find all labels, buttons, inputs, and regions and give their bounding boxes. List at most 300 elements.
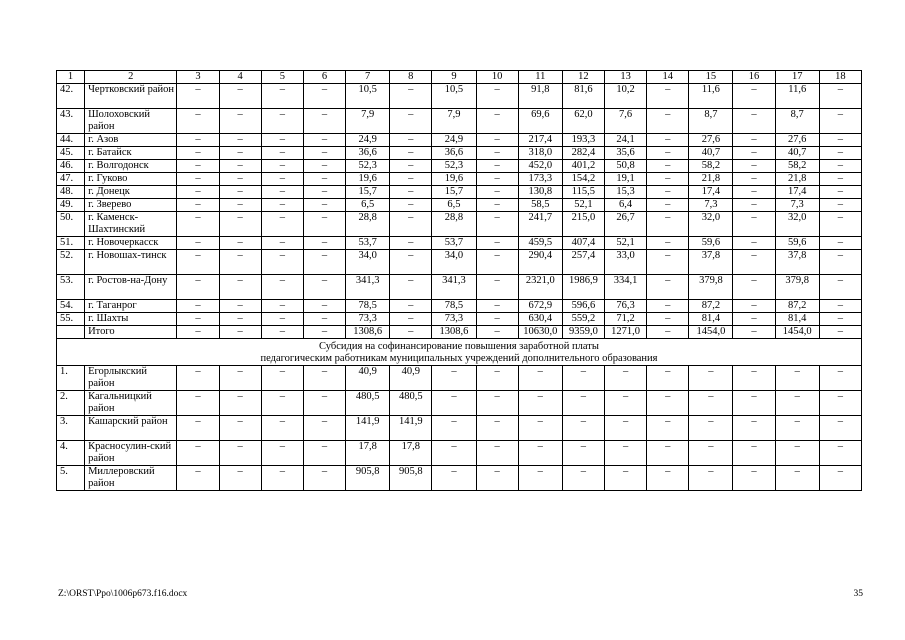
data-cell: – bbox=[177, 300, 219, 313]
data-cell: – bbox=[390, 186, 432, 199]
table-row bbox=[57, 147, 862, 160]
data-cell: – bbox=[819, 160, 861, 173]
data-cell: 34,0 bbox=[346, 250, 390, 275]
data-cell: – bbox=[261, 466, 303, 491]
column-number: 15 bbox=[689, 71, 733, 84]
budget-table bbox=[56, 70, 862, 491]
data-cell: – bbox=[647, 186, 689, 199]
data-cell: – bbox=[219, 391, 261, 416]
data-cell: 672,9 bbox=[518, 300, 562, 313]
data-cell: – bbox=[303, 250, 345, 275]
data-cell: – bbox=[177, 391, 219, 416]
data-cell: – bbox=[647, 147, 689, 160]
data-cell: – bbox=[605, 466, 647, 491]
data-cell: 11,6 bbox=[689, 84, 733, 109]
data-cell: 59,6 bbox=[689, 237, 733, 250]
table-row bbox=[57, 84, 862, 109]
data-cell: – bbox=[177, 147, 219, 160]
data-cell: – bbox=[219, 441, 261, 466]
data-cell: 27,6 bbox=[775, 134, 819, 147]
data-cell: – bbox=[819, 300, 861, 313]
territory-name: г. Волгодонск bbox=[85, 160, 177, 173]
territory-name: Миллеровский район bbox=[85, 466, 177, 491]
column-number: 12 bbox=[562, 71, 604, 84]
data-cell: – bbox=[261, 326, 303, 339]
data-cell: – bbox=[476, 134, 518, 147]
data-cell: 24,1 bbox=[605, 134, 647, 147]
data-cell: 1271,0 bbox=[605, 326, 647, 339]
data-cell: – bbox=[219, 186, 261, 199]
data-cell: – bbox=[261, 199, 303, 212]
data-cell: 452,0 bbox=[518, 160, 562, 173]
data-cell: 401,2 bbox=[562, 160, 604, 173]
row-number: 53. bbox=[57, 275, 85, 300]
data-cell: – bbox=[819, 275, 861, 300]
territory-name: г. Каменск-Шахтинский bbox=[85, 212, 177, 237]
data-cell: – bbox=[819, 134, 861, 147]
footer-file-path: Z:\ORST\Ppo\1006p673.f16.docx bbox=[58, 589, 188, 599]
data-cell: 6,4 bbox=[605, 199, 647, 212]
data-cell: 6,5 bbox=[432, 199, 476, 212]
table-row bbox=[57, 391, 862, 416]
data-cell: 341,3 bbox=[432, 275, 476, 300]
data-cell: – bbox=[476, 199, 518, 212]
data-cell: – bbox=[647, 326, 689, 339]
data-cell: – bbox=[647, 300, 689, 313]
data-cell: 1454,0 bbox=[775, 326, 819, 339]
data-cell: 407,4 bbox=[562, 237, 604, 250]
data-cell: – bbox=[819, 250, 861, 275]
data-cell: – bbox=[432, 441, 476, 466]
data-cell: 81,6 bbox=[562, 84, 604, 109]
table-row bbox=[57, 441, 862, 466]
data-cell: 59,6 bbox=[775, 237, 819, 250]
data-cell: – bbox=[303, 173, 345, 186]
table-row bbox=[57, 250, 862, 275]
data-cell: 8,7 bbox=[775, 109, 819, 134]
data-cell: – bbox=[177, 160, 219, 173]
data-cell: – bbox=[177, 275, 219, 300]
data-cell: 40,9 bbox=[390, 366, 432, 391]
data-cell: – bbox=[390, 160, 432, 173]
data-cell: 37,8 bbox=[689, 250, 733, 275]
data-cell: – bbox=[219, 326, 261, 339]
data-cell: – bbox=[562, 366, 604, 391]
data-cell: 32,0 bbox=[775, 212, 819, 237]
data-cell: – bbox=[775, 366, 819, 391]
data-cell: – bbox=[733, 134, 775, 147]
data-cell: 28,8 bbox=[432, 212, 476, 237]
data-cell: – bbox=[647, 237, 689, 250]
data-cell: 596,6 bbox=[562, 300, 604, 313]
data-cell: – bbox=[177, 250, 219, 275]
data-cell: – bbox=[303, 441, 345, 466]
data-cell: 17,8 bbox=[390, 441, 432, 466]
data-cell: – bbox=[476, 416, 518, 441]
data-cell: – bbox=[261, 237, 303, 250]
data-cell: – bbox=[819, 109, 861, 134]
data-cell: 379,8 bbox=[689, 275, 733, 300]
data-cell: 52,1 bbox=[562, 199, 604, 212]
table-row bbox=[57, 186, 862, 199]
page-number: 35 bbox=[853, 589, 863, 599]
data-cell: – bbox=[518, 441, 562, 466]
column-number: 8 bbox=[390, 71, 432, 84]
data-cell: – bbox=[261, 160, 303, 173]
table-row bbox=[57, 466, 862, 491]
table-row bbox=[57, 212, 862, 237]
data-cell: – bbox=[647, 416, 689, 441]
data-cell: – bbox=[476, 391, 518, 416]
data-cell: 40,7 bbox=[689, 147, 733, 160]
column-number: 18 bbox=[819, 71, 861, 84]
data-cell: 15,7 bbox=[432, 186, 476, 199]
data-cell: – bbox=[476, 212, 518, 237]
data-cell: – bbox=[261, 391, 303, 416]
data-cell: – bbox=[390, 300, 432, 313]
data-cell: – bbox=[647, 84, 689, 109]
data-cell: – bbox=[518, 416, 562, 441]
data-cell: – bbox=[647, 160, 689, 173]
data-cell: – bbox=[177, 313, 219, 326]
data-cell: 71,2 bbox=[605, 313, 647, 326]
data-cell: 193,3 bbox=[562, 134, 604, 147]
data-cell: – bbox=[518, 466, 562, 491]
data-cell: – bbox=[390, 326, 432, 339]
data-cell: – bbox=[261, 416, 303, 441]
data-cell: – bbox=[390, 275, 432, 300]
data-cell: – bbox=[177, 441, 219, 466]
data-cell: – bbox=[303, 160, 345, 173]
data-cell: 17,4 bbox=[689, 186, 733, 199]
data-cell: – bbox=[647, 441, 689, 466]
data-cell: – bbox=[432, 366, 476, 391]
column-number: 10 bbox=[476, 71, 518, 84]
data-cell: 81,4 bbox=[775, 313, 819, 326]
data-cell: 2321,0 bbox=[518, 275, 562, 300]
data-cell: – bbox=[518, 391, 562, 416]
data-cell: – bbox=[432, 466, 476, 491]
data-cell: 36,6 bbox=[432, 147, 476, 160]
data-cell: 9359,0 bbox=[562, 326, 604, 339]
data-cell: – bbox=[390, 109, 432, 134]
column-number: 4 bbox=[219, 71, 261, 84]
data-cell: – bbox=[733, 313, 775, 326]
data-cell: 217,4 bbox=[518, 134, 562, 147]
data-cell: – bbox=[605, 366, 647, 391]
data-cell: 53,7 bbox=[432, 237, 476, 250]
column-number: 5 bbox=[261, 71, 303, 84]
data-cell: 53,7 bbox=[346, 237, 390, 250]
data-cell: – bbox=[733, 186, 775, 199]
data-cell: – bbox=[733, 147, 775, 160]
data-cell: 290,4 bbox=[518, 250, 562, 275]
data-cell: – bbox=[647, 212, 689, 237]
data-cell: – bbox=[476, 160, 518, 173]
data-cell: – bbox=[219, 313, 261, 326]
data-cell: – bbox=[819, 237, 861, 250]
data-cell: 36,6 bbox=[346, 147, 390, 160]
column-number: 14 bbox=[647, 71, 689, 84]
data-cell: – bbox=[432, 416, 476, 441]
data-cell: – bbox=[476, 441, 518, 466]
data-cell: – bbox=[476, 147, 518, 160]
data-cell: 40,7 bbox=[775, 147, 819, 160]
data-cell: 480,5 bbox=[346, 391, 390, 416]
territory-name: Чертковский район bbox=[85, 84, 177, 109]
data-cell: – bbox=[605, 416, 647, 441]
data-cell: 40,9 bbox=[346, 366, 390, 391]
row-number: 50. bbox=[57, 212, 85, 237]
data-cell: – bbox=[775, 466, 819, 491]
territory-name: Егорлыкский район bbox=[85, 366, 177, 391]
data-cell: 215,0 bbox=[562, 212, 604, 237]
data-cell: – bbox=[647, 391, 689, 416]
territory-name: г. Таганрог bbox=[85, 300, 177, 313]
data-cell: – bbox=[647, 134, 689, 147]
data-cell: 81,4 bbox=[689, 313, 733, 326]
data-cell: – bbox=[733, 109, 775, 134]
header-row bbox=[57, 71, 862, 84]
data-cell: – bbox=[390, 237, 432, 250]
data-cell: – bbox=[689, 416, 733, 441]
data-cell: 27,6 bbox=[689, 134, 733, 147]
data-cell: 905,8 bbox=[346, 466, 390, 491]
column-number: 16 bbox=[733, 71, 775, 84]
data-cell: – bbox=[476, 300, 518, 313]
data-cell: – bbox=[303, 466, 345, 491]
data-cell: – bbox=[647, 366, 689, 391]
data-cell: 34,0 bbox=[432, 250, 476, 275]
data-cell: – bbox=[775, 441, 819, 466]
data-cell: – bbox=[476, 326, 518, 339]
table-row bbox=[57, 173, 862, 186]
data-cell: – bbox=[261, 212, 303, 237]
data-cell: 8,7 bbox=[689, 109, 733, 134]
data-cell: 241,7 bbox=[518, 212, 562, 237]
data-cell: – bbox=[303, 147, 345, 160]
data-cell: – bbox=[733, 416, 775, 441]
row-number: 44. bbox=[57, 134, 85, 147]
data-cell: – bbox=[733, 237, 775, 250]
row-number: 42. bbox=[57, 84, 85, 109]
data-cell: 17,4 bbox=[775, 186, 819, 199]
data-cell: – bbox=[819, 212, 861, 237]
data-cell: – bbox=[219, 250, 261, 275]
data-cell: 257,4 bbox=[562, 250, 604, 275]
territory-name: г. Батайск bbox=[85, 147, 177, 160]
row-number: 51. bbox=[57, 237, 85, 250]
data-cell: 52,3 bbox=[432, 160, 476, 173]
data-cell: 459,5 bbox=[518, 237, 562, 250]
data-cell: – bbox=[819, 441, 861, 466]
territory-name: г. Донецк bbox=[85, 186, 177, 199]
data-cell: 91,8 bbox=[518, 84, 562, 109]
data-cell: – bbox=[219, 466, 261, 491]
data-cell: – bbox=[303, 109, 345, 134]
data-cell: – bbox=[303, 326, 345, 339]
data-cell: – bbox=[689, 366, 733, 391]
data-cell: – bbox=[819, 391, 861, 416]
data-cell: – bbox=[390, 134, 432, 147]
data-cell: – bbox=[775, 416, 819, 441]
data-cell: – bbox=[390, 147, 432, 160]
data-cell: – bbox=[261, 300, 303, 313]
data-cell: – bbox=[303, 391, 345, 416]
data-cell: 58,2 bbox=[689, 160, 733, 173]
table-body bbox=[57, 71, 862, 491]
row-number: 46. bbox=[57, 160, 85, 173]
table-row bbox=[57, 366, 862, 391]
data-cell: – bbox=[303, 275, 345, 300]
data-cell: 32,0 bbox=[689, 212, 733, 237]
row-number: 5. bbox=[57, 466, 85, 491]
data-cell: – bbox=[819, 416, 861, 441]
data-cell: 1454,0 bbox=[689, 326, 733, 339]
row-number: 3. bbox=[57, 416, 85, 441]
data-cell: 141,9 bbox=[390, 416, 432, 441]
data-cell: – bbox=[647, 313, 689, 326]
data-cell: – bbox=[219, 212, 261, 237]
column-number: 7 bbox=[346, 71, 390, 84]
data-cell: – bbox=[219, 366, 261, 391]
data-cell: – bbox=[177, 237, 219, 250]
data-cell: – bbox=[562, 466, 604, 491]
data-cell: 7,9 bbox=[346, 109, 390, 134]
data-cell: 52,3 bbox=[346, 160, 390, 173]
row-number: 4. bbox=[57, 441, 85, 466]
row-number: 55. bbox=[57, 313, 85, 326]
data-cell: – bbox=[219, 300, 261, 313]
data-cell: 19,6 bbox=[432, 173, 476, 186]
data-cell: 21,8 bbox=[689, 173, 733, 186]
data-cell: 334,1 bbox=[605, 275, 647, 300]
data-cell: 173,3 bbox=[518, 173, 562, 186]
data-cell: 17,8 bbox=[346, 441, 390, 466]
territory-name: Кашарский район bbox=[85, 416, 177, 441]
data-cell: – bbox=[261, 109, 303, 134]
data-cell: – bbox=[476, 84, 518, 109]
data-cell: 630,4 bbox=[518, 313, 562, 326]
data-cell: 50,8 bbox=[605, 160, 647, 173]
data-cell: – bbox=[476, 250, 518, 275]
row-number: 52. bbox=[57, 250, 85, 275]
data-cell: 318,0 bbox=[518, 147, 562, 160]
column-number: 2 bbox=[85, 71, 177, 84]
data-cell: – bbox=[303, 134, 345, 147]
data-cell: 76,3 bbox=[605, 300, 647, 313]
data-cell: 7,6 bbox=[605, 109, 647, 134]
data-cell: 37,8 bbox=[775, 250, 819, 275]
data-cell: 87,2 bbox=[775, 300, 819, 313]
data-cell: – bbox=[303, 199, 345, 212]
data-cell: – bbox=[261, 275, 303, 300]
data-cell: 24,9 bbox=[346, 134, 390, 147]
data-cell: – bbox=[261, 134, 303, 147]
data-cell: 141,9 bbox=[346, 416, 390, 441]
data-cell: – bbox=[819, 173, 861, 186]
territory-name: г. Гуково bbox=[85, 173, 177, 186]
data-cell: 10,5 bbox=[346, 84, 390, 109]
table-row bbox=[57, 160, 862, 173]
data-cell: – bbox=[177, 84, 219, 109]
data-cell: – bbox=[177, 416, 219, 441]
row-number: 47. bbox=[57, 173, 85, 186]
data-cell: 130,8 bbox=[518, 186, 562, 199]
territory-name: г. Шахты bbox=[85, 313, 177, 326]
column-number: 9 bbox=[432, 71, 476, 84]
data-cell: – bbox=[303, 84, 345, 109]
row-number: 54. bbox=[57, 300, 85, 313]
data-cell: – bbox=[733, 212, 775, 237]
column-number: 11 bbox=[518, 71, 562, 84]
data-cell: – bbox=[518, 366, 562, 391]
table-row bbox=[57, 416, 862, 441]
section-title-line: Субсидия на софинансирование повышения заработной платы bbox=[319, 341, 599, 352]
data-cell: 58,5 bbox=[518, 199, 562, 212]
data-cell: – bbox=[177, 212, 219, 237]
table-row bbox=[57, 275, 862, 300]
data-cell: 62,0 bbox=[562, 109, 604, 134]
data-cell: – bbox=[177, 186, 219, 199]
data-cell: 7,9 bbox=[432, 109, 476, 134]
data-cell: – bbox=[733, 466, 775, 491]
table-row bbox=[57, 237, 862, 250]
data-cell: – bbox=[219, 134, 261, 147]
data-cell: – bbox=[733, 173, 775, 186]
table-row bbox=[57, 313, 862, 326]
data-cell: 1986,9 bbox=[562, 275, 604, 300]
data-cell: – bbox=[819, 313, 861, 326]
data-cell: – bbox=[219, 173, 261, 186]
column-number: 17 bbox=[775, 71, 819, 84]
territory-name: Итого bbox=[85, 326, 177, 339]
data-cell: – bbox=[476, 313, 518, 326]
data-cell: 10,2 bbox=[605, 84, 647, 109]
row-number: 1. bbox=[57, 366, 85, 391]
data-cell: – bbox=[733, 441, 775, 466]
territory-name: Шолоховский район bbox=[85, 109, 177, 134]
data-cell: – bbox=[261, 366, 303, 391]
column-number: 6 bbox=[303, 71, 345, 84]
data-cell: 28,8 bbox=[346, 212, 390, 237]
data-cell: 21,8 bbox=[775, 173, 819, 186]
data-cell: 73,3 bbox=[346, 313, 390, 326]
data-cell: – bbox=[647, 250, 689, 275]
data-cell: – bbox=[819, 186, 861, 199]
data-cell: – bbox=[177, 134, 219, 147]
territory-name: Красносулин-ский район bbox=[85, 441, 177, 466]
data-cell: – bbox=[562, 441, 604, 466]
data-cell: – bbox=[177, 173, 219, 186]
data-cell: – bbox=[261, 313, 303, 326]
data-cell: – bbox=[303, 237, 345, 250]
data-cell: – bbox=[819, 326, 861, 339]
data-cell: 905,8 bbox=[390, 466, 432, 491]
data-cell: – bbox=[303, 366, 345, 391]
section-title bbox=[57, 339, 862, 366]
data-cell: 19,1 bbox=[605, 173, 647, 186]
column-number: 1 bbox=[57, 71, 85, 84]
data-cell: – bbox=[476, 186, 518, 199]
data-cell: 24,9 bbox=[432, 134, 476, 147]
data-cell: – bbox=[689, 441, 733, 466]
data-cell: – bbox=[819, 147, 861, 160]
data-cell: 282,4 bbox=[562, 147, 604, 160]
data-cell: 78,5 bbox=[346, 300, 390, 313]
data-cell: – bbox=[689, 391, 733, 416]
data-cell: – bbox=[177, 199, 219, 212]
